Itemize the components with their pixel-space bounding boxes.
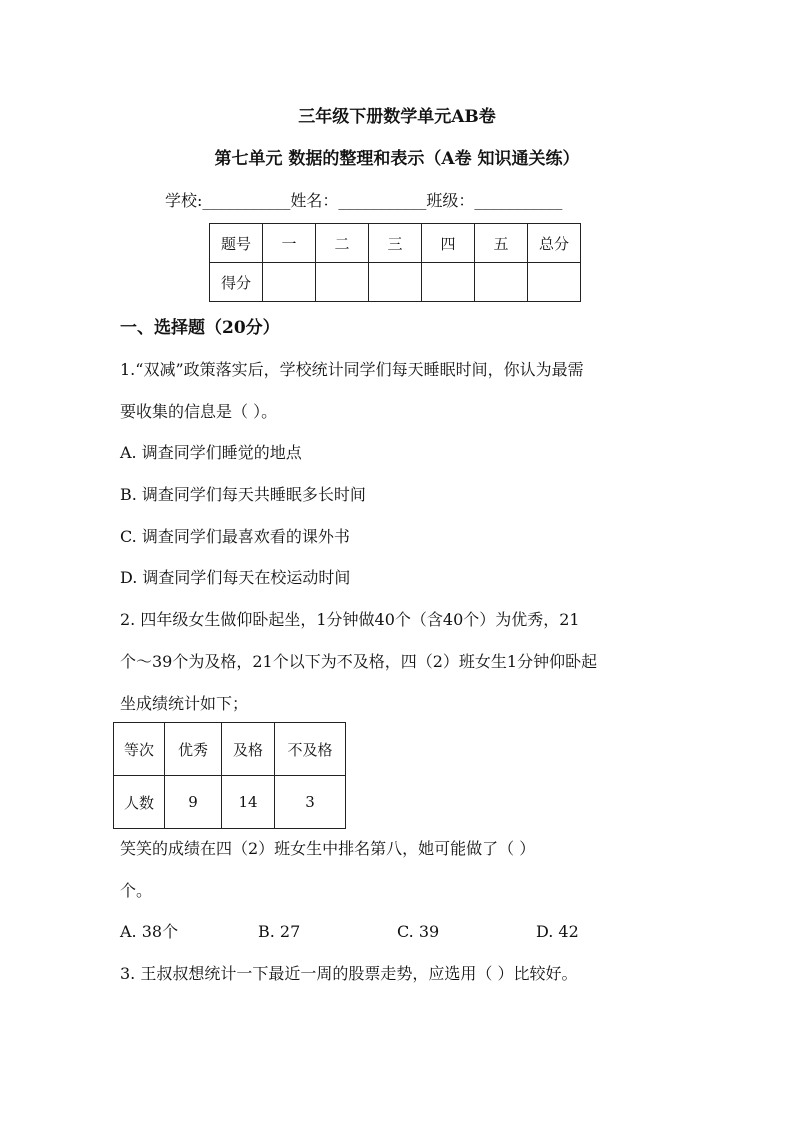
- score-table: [209, 223, 581, 302]
- results-header-cell: 不及格: [275, 723, 346, 776]
- score-blank-cell: [369, 263, 422, 302]
- student-info-line: 学校:___________姓名：___________班级：___________: [165, 191, 563, 210]
- score-blank-cell: [475, 263, 528, 302]
- question-2-line-5: 个。: [120, 881, 153, 900]
- score-header-cell: 总分: [528, 224, 581, 263]
- score-header-cell: 五: [475, 224, 528, 263]
- exam-title: 三年级下册数学单元AB卷: [298, 107, 496, 127]
- section-heading: 一、选择题（20分）: [120, 318, 280, 338]
- score-blank-cell: [422, 263, 475, 302]
- question-2-line-4: 笑笑的成绩在四（2）班女生中排名第八，她可能做了（ ）: [120, 839, 536, 858]
- question-2-line-2: 个～39个为及格，21个以下为不及格，四（2）班女生1分钟仰卧起: [120, 652, 598, 671]
- results-table-row: [114, 776, 346, 829]
- score-header-cell: 三: [369, 224, 422, 263]
- results-cell: 3: [275, 776, 346, 829]
- question-1-option-a: A. 调查同学们睡觉的地点: [120, 443, 302, 462]
- score-header-cell: 二: [316, 224, 369, 263]
- question-2-option-c: C. 39: [397, 922, 440, 941]
- score-header-cell: 一: [263, 224, 316, 263]
- score-header-cell: 题号: [210, 224, 263, 263]
- question-1-line-1: 1.“双减”政策落实后，学校统计同学们每天睡眠时间，你认为最需: [120, 360, 584, 379]
- score-blank-cell: [263, 263, 316, 302]
- results-cell: 9: [165, 776, 222, 829]
- results-header-cell: 及格: [222, 723, 275, 776]
- score-blank-cell: [316, 263, 369, 302]
- question-2-option-d: D. 42: [536, 922, 579, 941]
- question-1-option-c: C. 调查同学们最喜欢看的课外书: [120, 527, 350, 546]
- score-header-cell: 四: [422, 224, 475, 263]
- score-table-row: [210, 224, 581, 263]
- question-3-line-1: 3. 王叔叔想统计一下最近一周的股票走势，应选用（ ）比较好。: [120, 964, 578, 983]
- results-header-cell: 优秀: [165, 723, 222, 776]
- results-table-row: [114, 723, 346, 776]
- results-cell: 人数: [114, 776, 165, 829]
- question-1-option-b: B. 调查同学们每天共睡眠多长时间: [120, 485, 366, 504]
- question-2-option-a: A. 38个: [120, 922, 179, 941]
- score-blank-cell: [528, 263, 581, 302]
- question-2-line-1: 2. 四年级女生做仰卧起坐，1分钟做40个（含40个）为优秀，21: [120, 610, 580, 629]
- results-header-cell: 等次: [114, 723, 165, 776]
- score-table-row: [210, 263, 581, 302]
- exam-subtitle: 第七单元 数据的整理和表示（A卷 知识通关练）: [214, 149, 580, 169]
- question-1-line-2: 要收集的信息是（ ）。: [120, 402, 278, 421]
- question-1-option-d: D. 调查同学们每天在校运动时间: [120, 568, 351, 587]
- results-cell: 14: [222, 776, 275, 829]
- question-2-option-b: B. 27: [258, 922, 301, 941]
- results-table: [113, 722, 346, 829]
- question-2-line-3: 坐成绩统计如下；: [120, 694, 249, 713]
- score-label-cell: 得分: [210, 263, 263, 302]
